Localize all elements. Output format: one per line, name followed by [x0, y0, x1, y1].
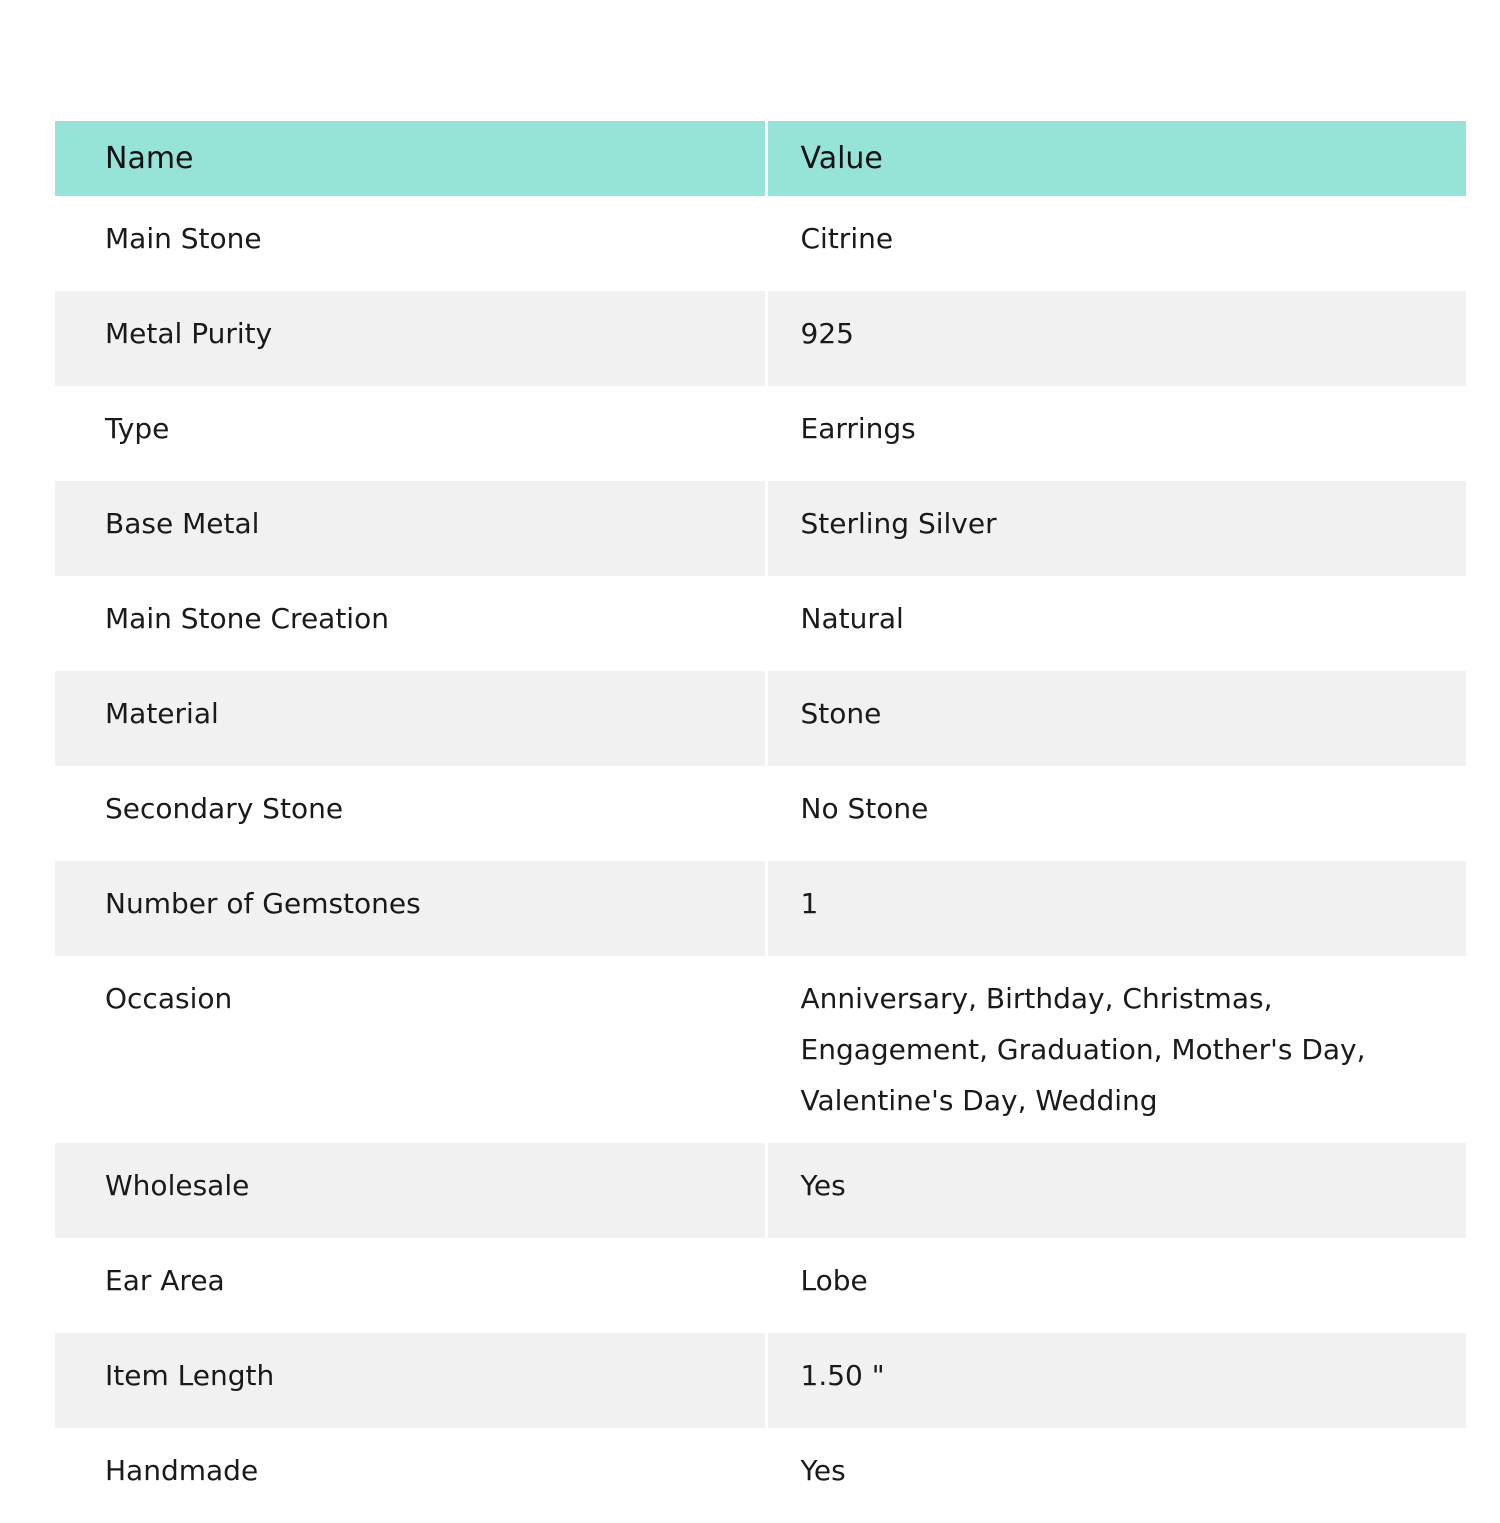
row-value-number-of-gemstones: 1 [766, 861, 1466, 956]
row-value-occasion: Anniversary, Birthday, Christmas, Engagement, Graduation, Mother's Day, Valentine's Day, Wedding [800, 982, 1366, 1117]
row-name-occasion: Occasion [55, 956, 766, 1143]
table-row [55, 671, 1466, 766]
row-value-ear-area: Lobe [800, 1264, 868, 1297]
table-row [55, 576, 1466, 671]
value-column-header: Value [766, 121, 1466, 196]
row-name-number-of-gemstones: Number of Gemstones [55, 861, 766, 956]
table-row [55, 766, 1466, 861]
table-row [55, 1428, 1466, 1523]
table-row [55, 481, 1466, 576]
row-name-material: Material [55, 671, 766, 766]
row-value-metal-purity: 925 [766, 291, 1466, 386]
table-row [55, 291, 1466, 386]
table-row [55, 196, 1466, 291]
row-name-main-stone: Main Stone [55, 196, 766, 291]
specifications-table [55, 121, 1466, 1523]
row-value-handmade: Yes [800, 1454, 846, 1487]
name-column-header: Name [55, 121, 766, 196]
row-value-main-stone: Citrine [800, 222, 894, 255]
row-name-metal-purity: Metal Purity [55, 291, 766, 386]
table-row [55, 1143, 1466, 1238]
table-row [55, 1333, 1466, 1428]
table-body [55, 196, 1466, 1523]
row-value-material: Stone [766, 671, 1466, 766]
row-name-main-stone-creation: Main Stone Creation [55, 576, 766, 671]
table-row [55, 861, 1466, 956]
table-row [55, 956, 1466, 1143]
row-value-main-stone-creation: Natural [800, 602, 904, 635]
row-name-ear-area: Ear Area [55, 1238, 766, 1333]
row-value-secondary-stone: No Stone [800, 792, 929, 825]
row-name-item-length: Item Length [55, 1333, 766, 1428]
table-row [55, 1238, 1466, 1333]
header-row [55, 121, 1466, 196]
table-row [55, 386, 1466, 481]
row-name-base-metal: Base Metal [55, 481, 766, 576]
row-value-base-metal: Sterling Silver [766, 481, 1466, 576]
table-header [55, 121, 1466, 196]
row-name-handmade: Handmade [55, 1428, 766, 1523]
row-name-secondary-stone: Secondary Stone [55, 766, 766, 861]
row-name-type: Type [55, 386, 766, 481]
row-value-type: Earrings [800, 412, 916, 445]
row-name-wholesale: Wholesale [55, 1143, 766, 1238]
row-value-item-length: 1.50 " [766, 1333, 1466, 1428]
row-value-wholesale: Yes [766, 1143, 1466, 1238]
